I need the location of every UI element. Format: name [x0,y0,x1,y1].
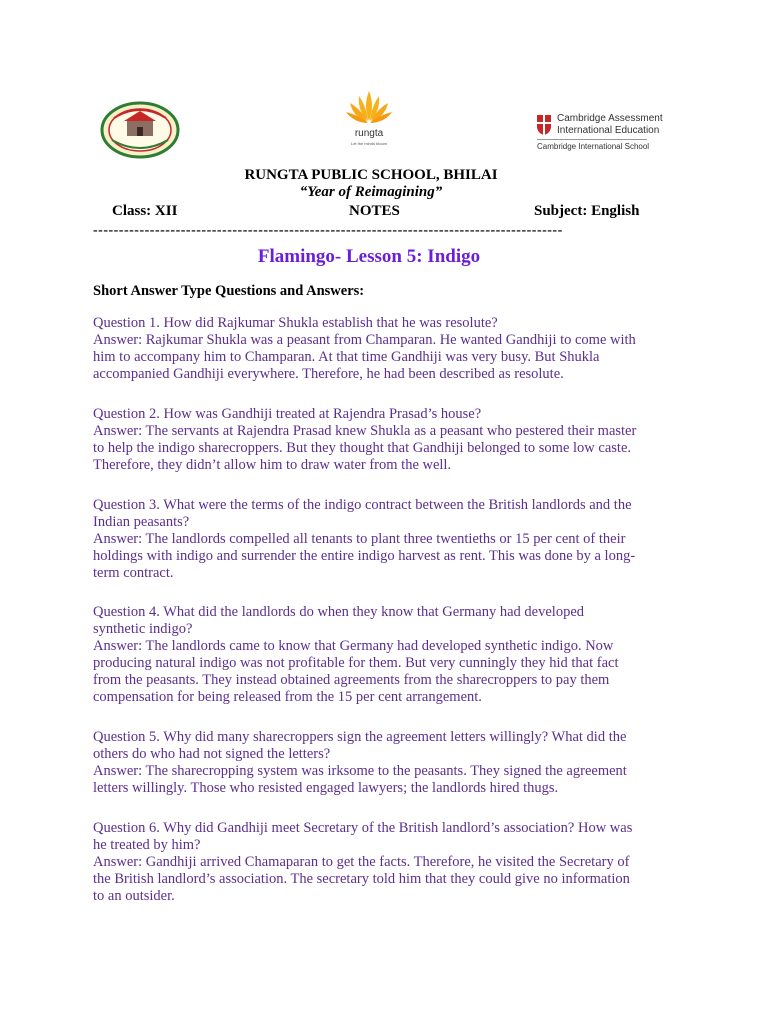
qa-item-1 [93,315,675,383]
doc-type-label: NOTES [349,203,400,219]
cambridge-logo-divider [537,139,647,140]
answer-line: letters willingly. Those who resisted engaged lawyers; the landlords hired thugs. [93,780,559,796]
qa-item-2 [93,406,675,474]
question-line: Indian peasants? [93,514,190,530]
dashed-divider: ------------------------------------------------------------------------------------------- [93,223,563,238]
lesson-title: Flamingo- Lesson 5: Indigo [257,246,481,267]
question-line: Question 2. How was Gandhiji treated at Rajendra Prasad’s house? [93,406,482,422]
rungta-lotus-logo [344,87,394,149]
question-line: synthetic indigo? [93,621,193,637]
class-label: Class: XII [112,203,178,219]
cambridge-logo-line2: International Education [557,125,660,136]
cambridge-logo-line3: Cambridge International School [537,142,650,151]
answer-line: term contract. [93,565,174,581]
answer-line: holdings with indigo and surrender the entire indigo harvest as rent. This was done by a long- [93,548,636,564]
rungta-logo-tagline: Let the minds bloom [350,141,388,146]
answer-line: to an outsider. [93,888,175,904]
question-line: Question 3. What were the terms of the indigo contract between the British landlords and the [93,497,632,513]
question-line: Question 5. Why did many sharecroppers sign the agreement letters willingly? What did the [93,729,627,745]
answer-line: to help the indigo sharecroppers. But they thought that Gandhiji belonged to some low caste. [93,440,632,456]
subject-label: Subject: English [534,203,640,219]
question-line: Question 1. How did Rajkumar Shukla establish that he was resolute? [93,315,498,331]
answer-line: Answer: The landlords came to know that Germany had developed synthetic indigo. Now [93,638,614,654]
school-emblem-logo [100,100,180,160]
qa-item-6 [93,820,675,905]
answer-line: the British landlord’s association. The secretary told him that they could give no information [93,871,630,887]
answer-line: from the peasants. They instead obtained agreements from the sharecroppers to pay them [93,672,610,688]
cambridge-logo-line1: Cambridge Assessment [557,113,663,124]
question-line: others do who had not signed the letters? [93,746,331,762]
answer-line: Answer: The servants at Rajendra Prasad knew Shukla as a peasant who pestered their master [93,423,637,439]
rungta-logo-text: rungta [354,128,384,139]
cambridge-logo [536,112,663,154]
answer-line: Answer: Gandhiji arrived Chamaparan to get the facts. Therefore, he visited the Secretary of [93,854,630,870]
answer-line: Therefore, they didn’t allow him to draw water from the well. [93,457,452,473]
answer-line: producing natural indigo was not profitable for them. But very cunningly they hid that fact [93,655,619,671]
question-line: Question 4. What did the landlords do when they know that Germany had developed [93,604,585,620]
answer-line: Answer: Rajkumar Shukla was a peasant from Champaran. He wanted Gandhiji to come with [93,332,636,348]
qa-item-3 [93,497,675,582]
qa-item-4 [93,604,675,706]
answer-line: accompanied Gandhiji everywhere. Therefore, he had been described as resolute. [93,366,564,382]
answer-line: compensation for being released from the 15 per cent arrangement. [93,689,482,705]
section-heading: Short Answer Type Questions and Answers: [93,283,365,299]
qa-item-5 [93,729,675,797]
question-line: Question 6. Why did Gandhiji meet Secretary of the British landlord’s association? How was [93,820,633,836]
answer-line: Answer: The sharecropping system was irksome to the peasants. They signed the agreement [93,763,627,779]
question-line: he treated by him? [93,837,201,853]
cambridge-shield-icon [536,114,552,136]
school-name: RUNGTA PUBLIC SCHOOL, BHILAI [244,167,498,183]
answer-line: him to accompany him to Champaran. At that time Gandhiji was very busy. But Shukla [93,349,600,365]
answer-line: Answer: The landlords compelled all tenants to plant three twentieths or 15 per cent of their [93,531,626,547]
school-motto: “Year of Reimagining” [299,184,443,200]
